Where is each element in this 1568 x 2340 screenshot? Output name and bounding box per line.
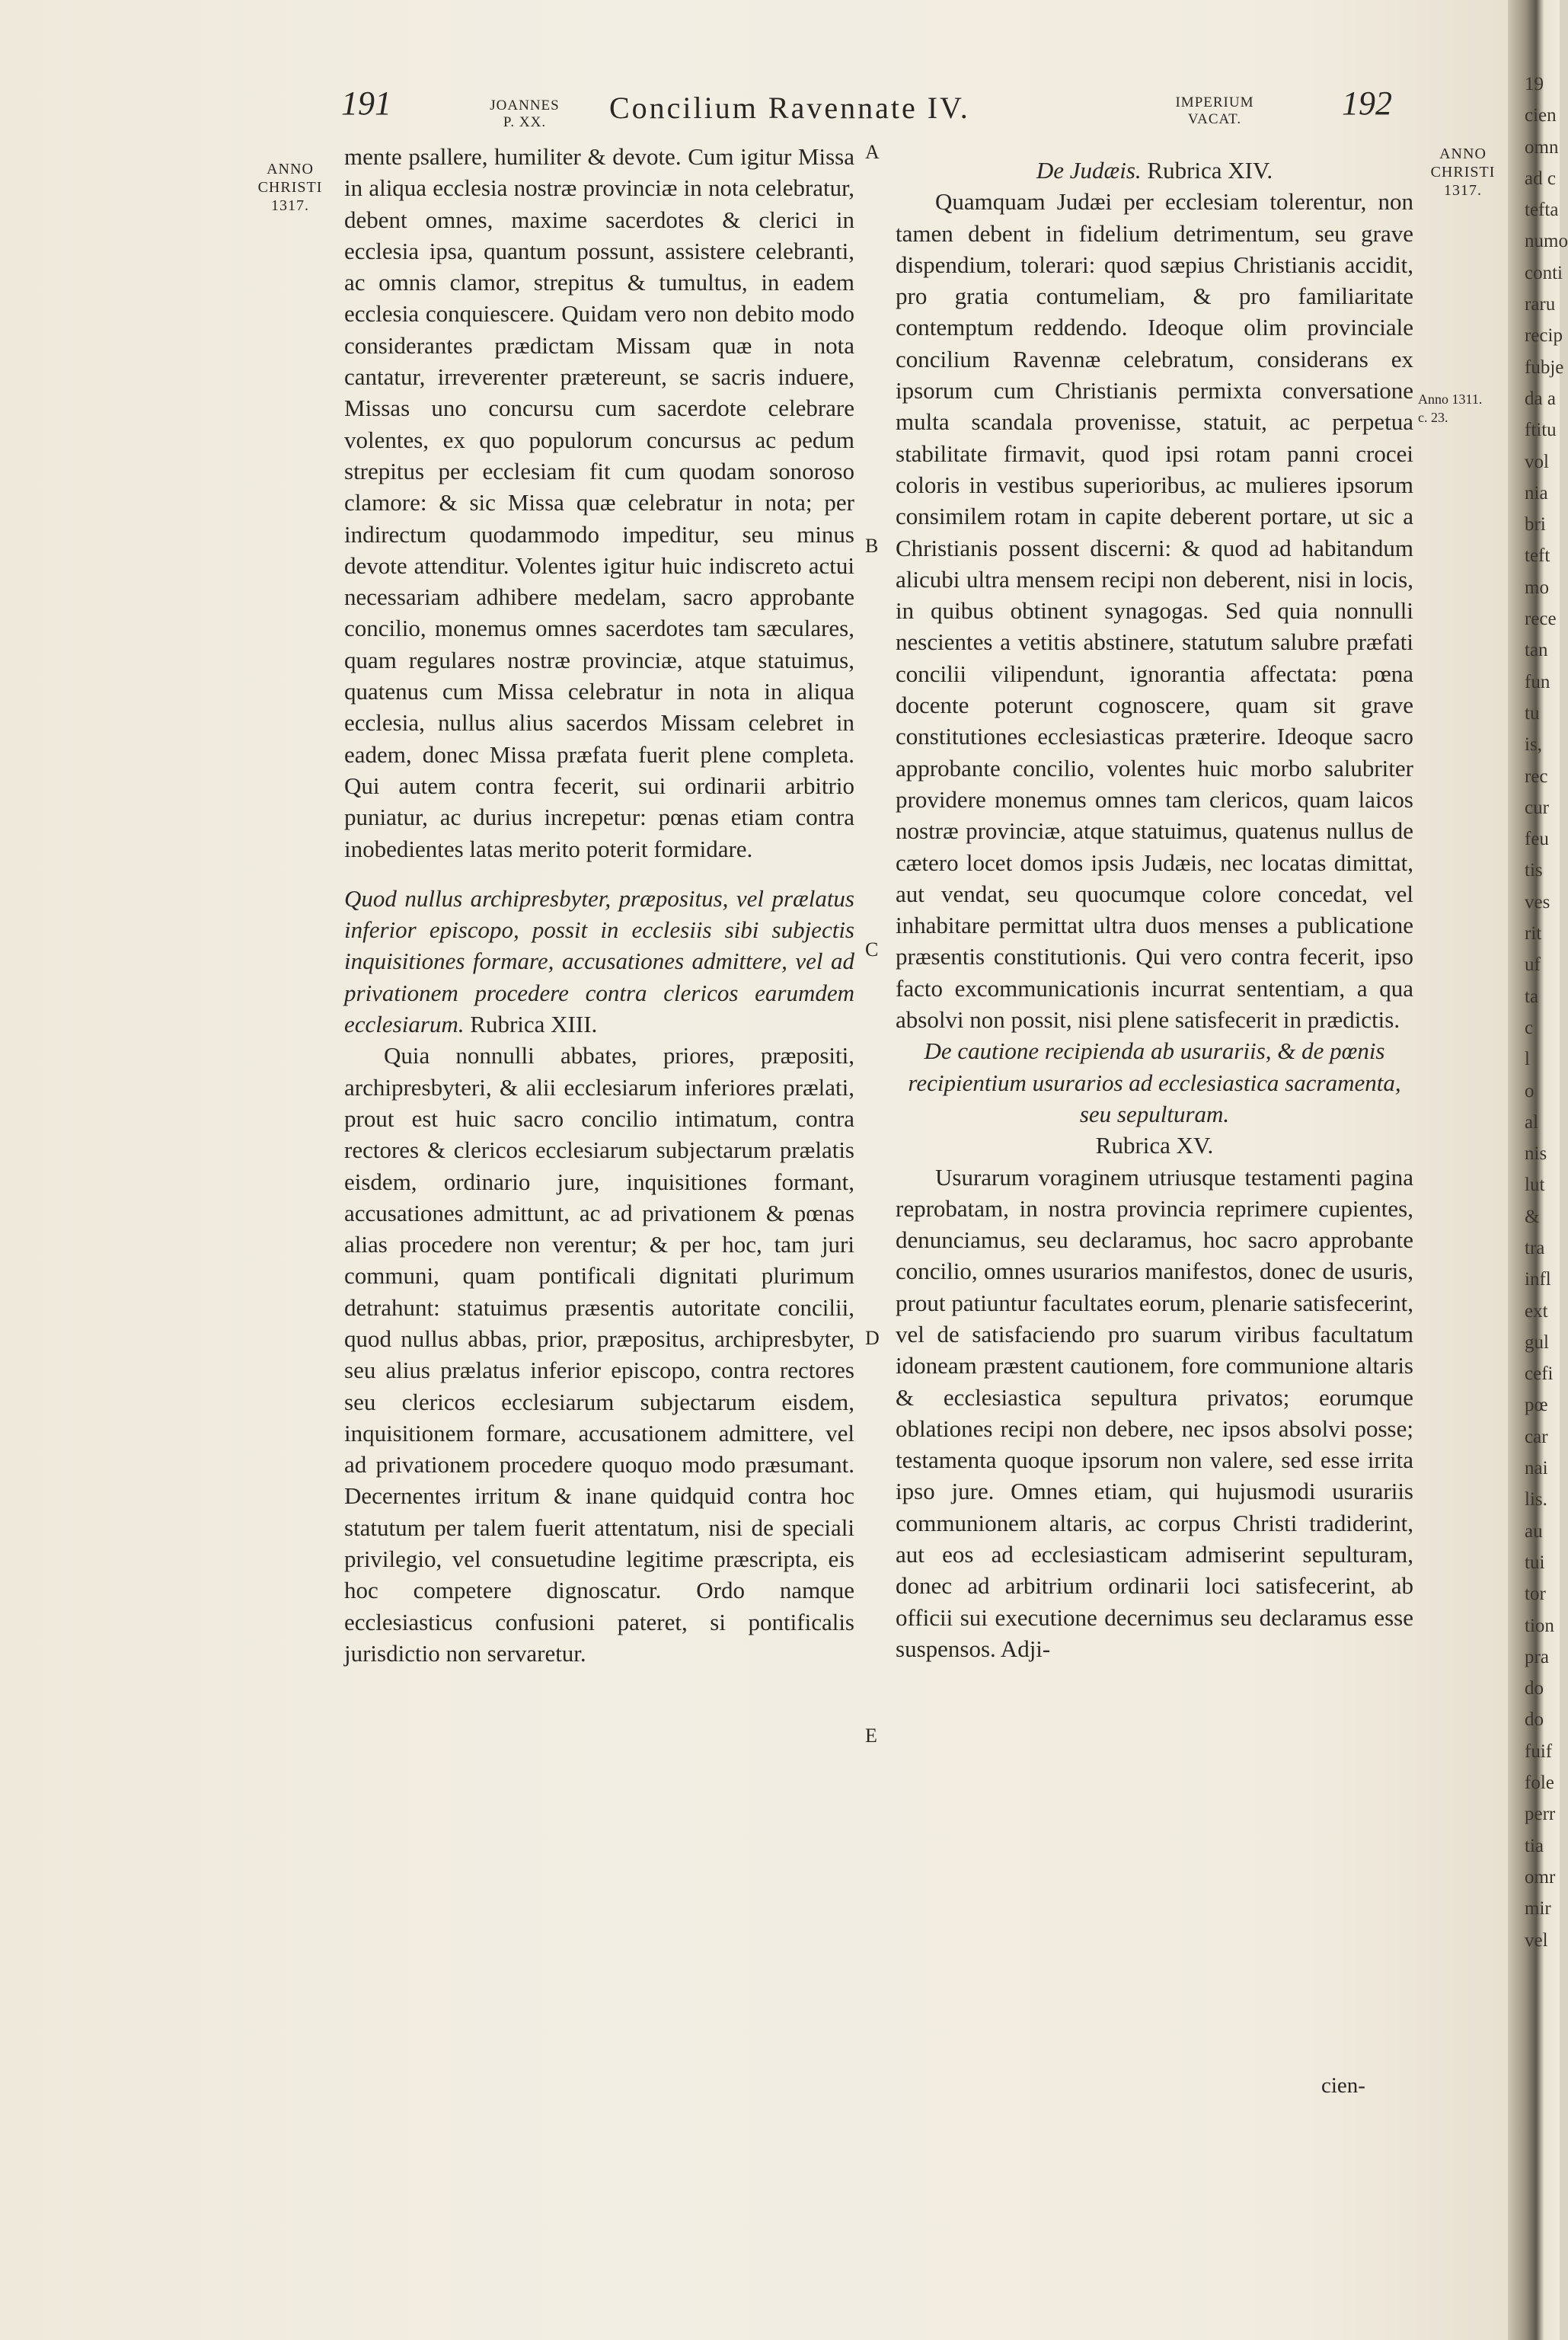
facing-page-fragment: cien — [1525, 105, 1557, 126]
side-note-line: Anno 1311. — [1418, 392, 1483, 407]
facing-page-fragment: rece — [1525, 609, 1557, 630]
section-letter-a: A — [865, 141, 880, 163]
facing-page-fragment: bri — [1525, 514, 1546, 535]
facing-page-fragment: tia — [1525, 1835, 1544, 1856]
facing-page-fragment: al — [1525, 1111, 1539, 1133]
text-column-left — [344, 141, 854, 1669]
paragraph-continuation: mente psallere, humiliter & devote. Cum igitur Missa in aliqua ecclesia nostræ provinciæ in nota celebratur, debent omnes, maxime sacerdotes & clerici in ecclesia ipsa, quantum possunt, assistere celebranti, ac omnis clamor, strepitus & tumultus, in eadem ecclesia conquiescere. Quidam vero non debito modo considerantes prædictam Missam quæ in nota cantatur, irreverenter prætereunt, se sacris induere, Missas uno concursu cum sacerdote celebrare volentes, ex quo populorum concursus ac pedum strepitus per ecclesiam fit cum quodam sonoroso clamore: & sic Missa quæ celebratur in nota; per indirectum quodammodo impeditur, seu minus devote attenditur. Volentes igitur huic indiscreto actui necessariam adhibere medelam, sacro approbante concilio, monemus omnes sacerdotes tam sæculares, quam regulares nostræ provinciæ, atque statuimus, quatenus cum Missa celebratur in nota in aliqua ecclesia, nullus alius sacerdos Missam celebret in eadem, donec Missa præfata fuerit plene completa. Qui autem contra fecerit, sui ordinarii arbitrio puniatur, ac durius increpetur: pœnas etiam contra inobedientes latas merito poterit formidare. — [344, 143, 854, 862]
page-number-right: 192 — [1342, 85, 1392, 122]
anno-line: 1317. — [271, 197, 309, 214]
facing-page-fragment: rit — [1525, 923, 1542, 945]
facing-page-fragment: gul — [1525, 1331, 1549, 1353]
facing-page-fragment: nis — [1525, 1143, 1547, 1165]
page-number-left: 191 — [341, 85, 391, 122]
anno-line: CHRISTI — [257, 179, 323, 196]
section-letter-c: C — [865, 938, 879, 961]
facing-page-fragment: c — [1525, 1017, 1534, 1038]
facing-page-fragment: feu — [1525, 829, 1549, 850]
facing-page-fragment: au — [1525, 1520, 1543, 1542]
facing-page-fragment: raru — [1525, 294, 1556, 315]
facing-page-fragment: is, — [1525, 734, 1542, 756]
section-letter-e: E — [865, 1725, 877, 1747]
facing-page-fragment: numo — [1525, 231, 1568, 252]
running-head-pope-line1: JOANNES — [490, 98, 560, 113]
facing-page-fragment: do — [1525, 1709, 1544, 1731]
facing-page-fragment: ves — [1525, 891, 1550, 913]
rubric-14-title: De Judæis. — [1036, 157, 1142, 184]
side-note-line: c. 23. — [1418, 410, 1448, 425]
facing-page-fragment: recip — [1525, 325, 1563, 347]
facing-page-fragment: tefta — [1525, 200, 1559, 221]
facing-page-fragment: teft — [1525, 545, 1550, 567]
facing-page-fragment: ftitu — [1525, 420, 1557, 441]
facing-page-fragment: vel — [1525, 1929, 1548, 1951]
paragraph-rubric-14: Quamquam Judæi per ecclesiam tolerentur, non tamen debent in fidelium detrimentum, seu grave dispendium, tolerari: quod sæpius Christianis accidit, pro gratia contumeliam, & pro familiaritate contemptum reddendo. Ideoque olim provinciale concilium Ravennæ celebratum, considerans ex ipsorum cum Christianis permixta conversatione multa scandala provenisse, statuit, ac perpetua stabilitate firmavit, quod ipsi rotam panni crocei coloris in vestibus superioribus, ac mulieres ipsorum consimilem rotam in capite deberent portare, ut sic a Christianis possent discerni: & quod ad habitandum alicubi ultra mensem recipi non deberent, nisi in locis, in quibus obtinent synagogas. Sed quia nonnulli nescientes a vetitis abstinere, statutum salubre præfati concilii vilipendunt, ignorantia affectata: pœna docente poterunt cognoscere, quam sit grave constitutiones ecclesiasticas præterire. Ideoque sacro approbante concilio, volentes huic morbo salubriter providere monemus omnes tam clericos, quam laicos nostræ provinciæ, atque statuimus, quatenus nullus de cætero locet domos ipsis Judæis, nec locatas dimittat, aut vendat, seu quocumque colore concedat, vel inhabitare permittat ultra duos menses a publicatione præsentis constitutionis. Qui vero contra fecerit, ipso facto excommunicationis incurrat sententiam, a qua absolvi non possit, nisi plene satisfecerit in prædictis. — [896, 188, 1413, 1034]
running-head-imperium-line1: IMPERIUM — [1175, 94, 1254, 110]
rubric-13-label: Rubrica XIII. — [470, 1011, 598, 1038]
facing-page-fragment: ta — [1525, 986, 1539, 1007]
catchword: cien- — [1321, 2073, 1365, 2098]
rubric-13-heading — [344, 883, 854, 1040]
facing-page-fragment: perr — [1525, 1804, 1556, 1825]
facing-page-fragment: fubje — [1525, 356, 1564, 378]
facing-page-fragment: & — [1525, 1206, 1540, 1227]
facing-page-fragment: da a — [1525, 388, 1556, 409]
running-head-pope-line2: P. XX. — [503, 114, 547, 130]
facing-page-fragment: fuif — [1525, 1741, 1553, 1762]
running-head-imperium — [1165, 94, 1264, 128]
rubric-14-heading — [896, 155, 1413, 186]
facing-page-fragment: omn — [1525, 136, 1559, 158]
margin-anno-left — [248, 160, 332, 215]
rubric-15-label: Rubrica XV. — [1095, 1132, 1214, 1159]
paragraph-rubric-13: Quia nonnulli abbates, priores, præpositi, archipresbyteri, & alii ecclesiarum inferiores prælati, prout est huic sacro concilio intimatum, contra rectores & clericos ecclesiarum subjectarum prælatis eisdem, ordinario jure, inquisitiones formant, accusationes admittunt, ac ad privationem & pœnas alias procedere non verentur; & per hoc, tam juri communi, quam pontificali dignitati plurimum detrahunt: statuimus præsentis autoritate concilii, quod nullus abbas, prior, præpositus, archipresbyter, seu alius prælatus inferior episcopo, contra rectores seu clericos ecclesiarum subjectarum eisdem, inquisitionem formare, accusationem admittere, vel ad privationem procedere quoquo modo præsumant. Decernentes irritum & inane quidquid contra hoc statutum per talem fuerit attentatum, nisi de speciali privilegio, vel consuetudine legitime præscripta, eis hoc competere dignoscatur. Ordo namque ecclesiasticus confusioni pateret, si pontificalis jurisdictio non servaretur. — [344, 1042, 854, 1667]
margin-side-note — [1418, 390, 1482, 427]
facing-page-fragment: ext — [1525, 1300, 1548, 1322]
facing-page-fragment: lis. — [1525, 1489, 1547, 1510]
spacer — [344, 865, 854, 883]
facing-page-fragment: rec — [1525, 766, 1548, 787]
rubric-15-title: De cautione recipienda ab usurariis, & de pœnis recipientium usurarios ad ecclesiastica sacramenta, seu sepulturam. — [908, 1037, 1401, 1127]
facing-page-fragment: lut — [1525, 1175, 1545, 1196]
facing-page-fragment: uf — [1525, 954, 1541, 976]
facing-page-fragment: nia — [1525, 482, 1548, 503]
facing-page-fragment: omr — [1525, 1866, 1556, 1888]
facing-page-fragment: nai — [1525, 1458, 1548, 1479]
anno-line: 1317. — [1444, 182, 1482, 199]
facing-page-fragment: tu — [1525, 702, 1540, 724]
running-head-title: Concilium Ravennate IV. — [609, 91, 970, 125]
running-head-imperium-line2: VACAT. — [1187, 111, 1242, 127]
text-column-right — [896, 141, 1413, 1664]
facing-page-fragment: o — [1525, 1080, 1534, 1101]
margin-anno-right — [1421, 145, 1505, 200]
facing-page-fragment: vol — [1525, 451, 1549, 472]
facing-page-fragment: tan — [1525, 640, 1548, 661]
facing-page-fragment: 19 — [1525, 74, 1544, 94]
paragraph-rubric-15: Usurarum voraginem utriusque testamenti pagina reprobatam, in nostra provincia reprimere cupientes, denunciamus, seu declaramus, hoc sacro approbante concilio, omnes usurarios manifestos, donec de usuris, prout patiuntur facultates eorum, plenarie satisfecerint, vel de satisfaciendo pro suarum viribus facultatum idoneam præstent cautionem, fore communione altaris & ecclesiastica sepultura privatos; eorumque oblationes recipi non debere, nec ipsos absolvi posse; testamenta quoque ipsorum non valere, sed esse irrita ipso jure. Omnes etiam, qui hujusmodi usurariis communionem altaris, ac corpus Christi tradiderint, aut eos ad ecclesiasticam admiserint sepulturam, donec ad arbitrium ordinarii loci satisfecerint, ab officii sui executione decernimus seu declaramus esse suspensos. Adji- — [896, 1163, 1413, 1662]
facing-page-fragment: tis — [1525, 860, 1543, 881]
facing-page-fragment: fole — [1525, 1773, 1554, 1794]
anno-line: CHRISTI — [1430, 164, 1496, 181]
anno-line: ANNO — [1439, 145, 1487, 162]
rubric-14-label: Rubrica XIV. — [1147, 157, 1273, 184]
facing-page-fragment: fun — [1525, 671, 1550, 692]
facing-page-fragment: tor — [1525, 1584, 1546, 1605]
facing-page-fragments — [1525, 69, 1568, 2095]
section-letter-b: B — [865, 535, 879, 557]
facing-page-fragment: l — [1525, 1049, 1530, 1070]
facing-page-fragment: ad c — [1525, 168, 1556, 189]
facing-page-fragment: cur — [1525, 797, 1549, 818]
rubric-15-heading — [896, 1035, 1413, 1161]
facing-page-fragment: tion — [1525, 1615, 1554, 1636]
facing-page-fragment: conti — [1525, 262, 1563, 283]
facing-page-fragment: tui — [1525, 1552, 1545, 1573]
facing-page-fragment: mir — [1525, 1898, 1551, 1920]
facing-page-fragment: tra — [1525, 1237, 1545, 1258]
facing-page-fragment: infl — [1525, 1269, 1551, 1290]
rubric-13-title: Quod nullus archipresbyter, præpositus, vel prælatus inferior episcopo, possit in ecclesiis sibi subjectis inquisitiones formare, accusationes admittere, vel ad privationem procedere contra clericos earumdem ecclesiarum. — [344, 884, 854, 1038]
facing-page-fragment: mo — [1525, 577, 1549, 598]
facing-page-fragment: cefi — [1525, 1363, 1554, 1385]
facing-page-fragment: pra — [1525, 1646, 1549, 1667]
facing-page-fragment: pœ — [1525, 1395, 1548, 1416]
running-head-pope — [483, 98, 567, 131]
facing-page-fragment: do — [1525, 1678, 1544, 1699]
facing-page-fragment: car — [1525, 1426, 1548, 1447]
section-letter-d: D — [865, 1327, 880, 1349]
anno-line: ANNO — [267, 161, 314, 177]
